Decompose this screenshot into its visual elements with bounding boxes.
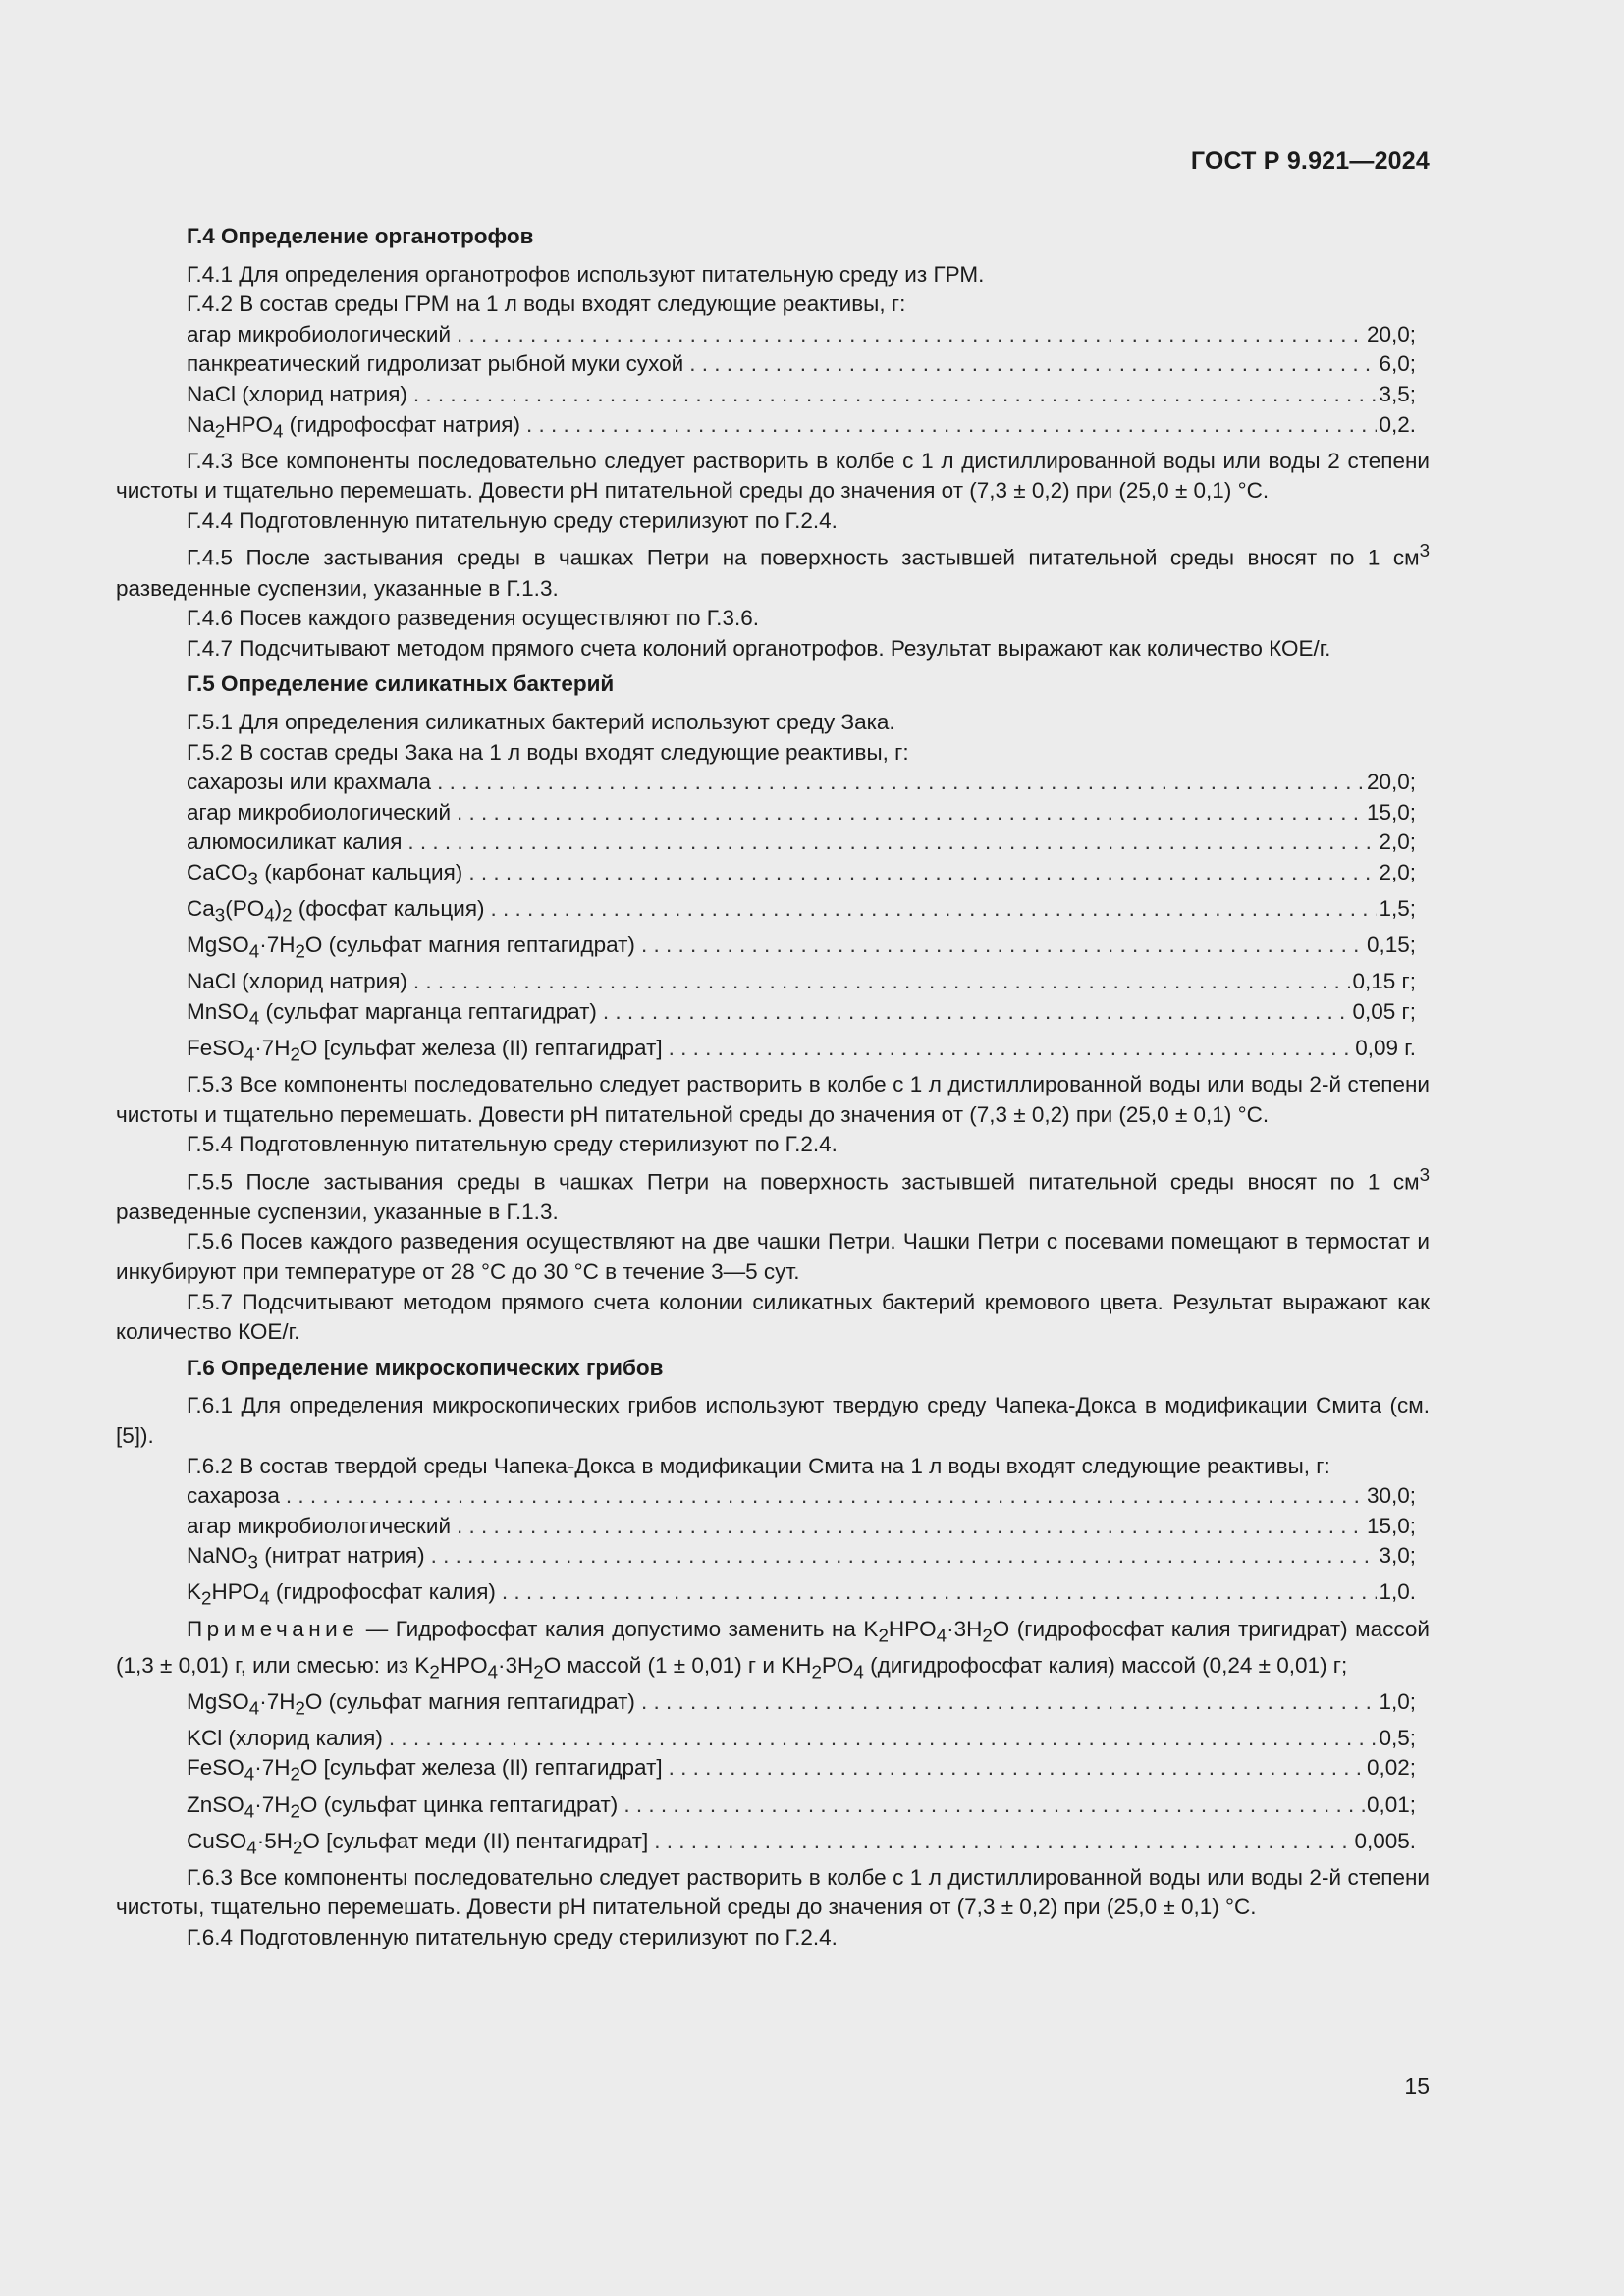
dot-leader — [431, 1541, 1378, 1572]
reagent-row — [187, 1827, 1416, 1863]
reagent-amount: 20,0; — [1366, 770, 1416, 795]
reagent-name: агар микробиологический — [187, 321, 452, 347]
reagent-row — [187, 1724, 1416, 1754]
reagent-name: KCl (хлорид калия) — [187, 1725, 383, 1750]
reagent-name: $K_2HPO_4$ (гидрофосфат калия) — [187, 1579, 496, 1609]
reagent-row — [187, 858, 1416, 894]
paragraph-g5-1: Г.5.1 Для определения силикатных бактерий используют среду Зака. — [187, 709, 895, 734]
paragraph-g5-3: Г.5.3 Все компоненты последовательно следует растворить в колбе с 1 л дистиллированной воды или воды 2-й степени чистоты и тщательно перемешать. Довести pH питательной среды до значения от (7,3 ± 0,2) при (25,0 ± 0,1) °C. — [116, 1071, 1430, 1127]
reagent-amount: 30,0; — [1366, 1483, 1416, 1509]
dot-leader — [413, 967, 1351, 997]
dot-leader — [468, 858, 1377, 888]
dot-leader — [437, 768, 1365, 798]
paragraph-g4-5: Г.4.5 После застывания среды в чашках Петри на поверхность застывшей питательной среды вносят по 1 $см^3$ разведенные суспензии, указанные в Г.1.3. — [116, 540, 1430, 601]
dot-leader — [669, 1034, 1354, 1064]
dot-leader — [603, 997, 1351, 1028]
reagent-amount: 3,5; — [1379, 381, 1416, 406]
reagent-name: сахароза — [187, 1483, 280, 1509]
dot-leader — [641, 931, 1365, 961]
dot-leader — [457, 320, 1365, 350]
reagent-name: NaCl (хлорид натрия) — [187, 381, 407, 406]
reagent-row — [187, 1512, 1416, 1542]
reagent-row — [187, 1790, 1416, 1827]
reagent-amount: 2,0; — [1379, 829, 1416, 855]
reagent-name: $CuSO_4\cdot 5H_2O$ [сульфат меди (II) пентагидрат] — [187, 1828, 649, 1858]
reagent-name: агар микробиологический — [187, 1513, 452, 1538]
reagent-row — [187, 349, 1416, 380]
reagent-row — [187, 894, 1416, 931]
reagent-row — [187, 931, 1416, 967]
dot-leader — [641, 1687, 1378, 1718]
reagent-amount: 0,005. — [1354, 1828, 1416, 1853]
reagent-amount: 20,0; — [1366, 321, 1416, 347]
page-number: 15 — [1404, 2073, 1430, 2099]
reagent-amount: 3,0; — [1379, 1543, 1416, 1569]
note-paragraph: Примечание — Гидрофосфат калия допустимо заменить на $K_2HPO_4\cdot 3H_2O$ (гидрофосфат калия тригидрат) массой (1,3 ± 0,01) г, или смесью: из $K_2HPO_4\cdot 3H_2O$ массой (1 ± 0,01) г и $KH_2PO_4$ (дигидрофосфат калия) массой (0,24 ± 0,01) г; — [116, 1616, 1430, 1682]
dot-leader — [286, 1481, 1365, 1512]
dot-leader — [689, 349, 1377, 380]
reagent-row — [187, 1687, 1416, 1724]
reagent-name: $FeSO_4\cdot 7H_2O$ [сульфат железа (II) гептагидрат] — [187, 1035, 663, 1065]
paragraph-g5-6: Г.5.6 Посев каждого разведения осуществляют на две чашки Петри. Чашки Петри с посевами помещают в термостат и инкубируют при температуре от 28 °C до 30 °C в течение 3—5 сут. — [116, 1229, 1430, 1284]
reagent-name: $Ca_3(PO_4)_2$ (фосфат кальция) — [187, 895, 485, 926]
paragraph-g4-1: Г.4.1 Для определения органотрофов используют питательную среду из ГРМ. — [187, 261, 985, 287]
paragraph-g4-7: Г.4.7 Подсчитывают методом прямого счета колоний органотрофов. Результат выражают как количество КОЕ/г. — [187, 635, 1331, 661]
reagent-name: панкреатический гидролизат рыбной муки сухой — [187, 351, 684, 377]
reagent-row — [187, 1577, 1416, 1614]
dot-leader — [457, 798, 1365, 828]
reagent-amount: 1,5; — [1379, 895, 1416, 921]
reagent-row — [187, 410, 1416, 447]
reagent-row — [187, 967, 1416, 997]
dot-leader — [526, 410, 1378, 441]
reagent-amount: 0,2. — [1379, 411, 1416, 437]
reagent-amount: 2,0; — [1379, 859, 1416, 884]
reagent-name: алюмосиликат калия — [187, 829, 403, 855]
paragraph-g6-1: Г.6.1 Для определения микроскопических грибов используют твердую среду Чапека-Докса в модификации Смита (см. [5]). — [116, 1393, 1430, 1448]
paragraph-g4-4: Г.4.4 Подготовленную питательную среду стерилизуют по Г.2.4. — [187, 507, 838, 533]
reagent-name: $MgSO_4\cdot 7H_2O$ (сульфат магния гептагидрат) — [187, 1688, 635, 1719]
reagent-name: $ZnSO_4\cdot 7H_2O$ (сульфат цинка гептагидрат) — [187, 1791, 619, 1821]
dot-leader — [407, 828, 1377, 858]
reagent-amount: 6,0; — [1379, 351, 1416, 377]
paragraph-g4-2: Г.4.2 В состав среды ГРМ на 1 л воды входят следующие реактивы, г: — [187, 292, 906, 317]
reagent-row — [187, 997, 1416, 1034]
reagent-row — [187, 320, 1416, 350]
reagent-amount: 0,05 г; — [1352, 998, 1416, 1024]
dot-leader — [491, 894, 1378, 925]
dot-leader — [413, 380, 1378, 410]
reagent-amount: 0,09 г. — [1355, 1035, 1416, 1060]
section-heading-g4: Г.4 Определение органотрофов — [187, 224, 534, 248]
note-label: Примечание — [187, 1616, 359, 1641]
paragraph-g6-4: Г.6.4 Подготовленную питательную среду стерилизуют по Г.2.4. — [187, 1924, 838, 1949]
reagent-name: $MgSO_4\cdot 7H_2O$ (сульфат магния гептагидрат) — [187, 933, 635, 962]
paragraph-g5-2: Г.5.2 В состав среды Зака на 1 л воды входят следующие реактивы, г: — [187, 739, 909, 765]
reagent-amount: 0,02; — [1366, 1755, 1416, 1781]
reagent-amount: 1,0; — [1379, 1688, 1416, 1714]
reagent-name: $Na_2HPO_4$ (гидрофосфат натрия) — [187, 411, 520, 442]
paragraph-g6-2: Г.6.2 В состав твердой среды Чапека-Докса в модификации Смита на 1 л воды входят следующие реактивы, г: — [187, 1453, 1330, 1478]
reagent-name: MnSO$_4$ (сульфат марганца гептагидрат) — [187, 998, 597, 1029]
section-heading-g6: Г.6 Определение микроскопических грибов — [187, 1355, 664, 1380]
paragraph-g4-3: Г.4.3 Все компоненты последовательно следует растворить в колбе с 1 л дистиллированной воды или воды 2 степени чистоты и тщательно перемешать. Довести pH питательной среды до значения от (7,3 ± 0,2) при (25,0 ± 0,1) °C. — [116, 448, 1430, 504]
dot-leader — [457, 1512, 1365, 1542]
paragraph-g4-6: Г.4.6 Посев каждого разведения осуществляют по Г.3.6. — [187, 606, 759, 631]
reagent-row — [187, 380, 1416, 410]
reagent-row — [187, 828, 1416, 858]
reagent-amount: 1,0. — [1379, 1579, 1416, 1605]
dot-leader — [654, 1827, 1352, 1857]
dot-leader — [389, 1724, 1378, 1754]
reagent-row — [187, 768, 1416, 798]
paragraph-g5-5: Г.5.5 После застывания среды в чашках Петри на поверхность застывшей питательной среды вносят по 1 $см^3$ разведенные суспензии, указанные в Г.1.3. — [116, 1163, 1430, 1224]
reagent-name: NaNO$_3$ (нитрат натрия) — [187, 1543, 425, 1573]
reagent-row — [187, 1753, 1416, 1789]
paragraph-g5-7: Г.5.7 Подсчитывают методом прямого счета колонии силикатных бактерий кремового цвета. Результат выражают как количество КОЕ/г. — [116, 1289, 1430, 1345]
reagent-name: NaCl (хлорид натрия) — [187, 969, 407, 994]
reagent-amount: 0,15; — [1366, 933, 1416, 958]
reagent-row — [187, 1034, 1416, 1070]
reagent-amount: 0,5; — [1379, 1725, 1416, 1750]
standard-designation: ГОСТ Р 9.921—2024 — [1190, 147, 1430, 175]
dot-leader — [669, 1753, 1365, 1784]
reagent-amount: 0,01; — [1366, 1791, 1416, 1817]
reagent-amount: 15,0; — [1366, 1513, 1416, 1538]
reagent-name: CaCO$_3$ (карбонат кальция) — [187, 859, 463, 889]
reagent-row — [187, 1481, 1416, 1512]
reagent-amount: 0,15 г; — [1352, 969, 1416, 994]
reagent-name: агар микробиологический — [187, 799, 452, 825]
reagent-row — [187, 798, 1416, 828]
dot-leader — [502, 1577, 1378, 1608]
reagent-row — [187, 1541, 1416, 1577]
reagent-amount: 15,0; — [1366, 799, 1416, 825]
paragraph-g6-3: Г.6.3 Все компоненты последовательно следует растворить в колбе с 1 л дистиллированной воды или воды 2-й степени чистоты, тщательно перемешать. Довести pH питательной среды до значения от (7,3 ± 0,2) при (25,0 ± 0,1) °C. — [116, 1864, 1430, 1920]
section-heading-g5: Г.5 Определение силикатных бактерий — [187, 671, 615, 697]
page-content — [116, 222, 1430, 1952]
reagent-name: сахарозы или крахмала — [187, 770, 432, 795]
dot-leader — [623, 1790, 1365, 1821]
reagent-name: $FeSO_4\cdot 7H_2O$ [сульфат железа (II) гептагидрат] — [187, 1755, 663, 1785]
paragraph-g5-4: Г.5.4 Подготовленную питательную среду стерилизуют по Г.2.4. — [187, 1132, 838, 1157]
